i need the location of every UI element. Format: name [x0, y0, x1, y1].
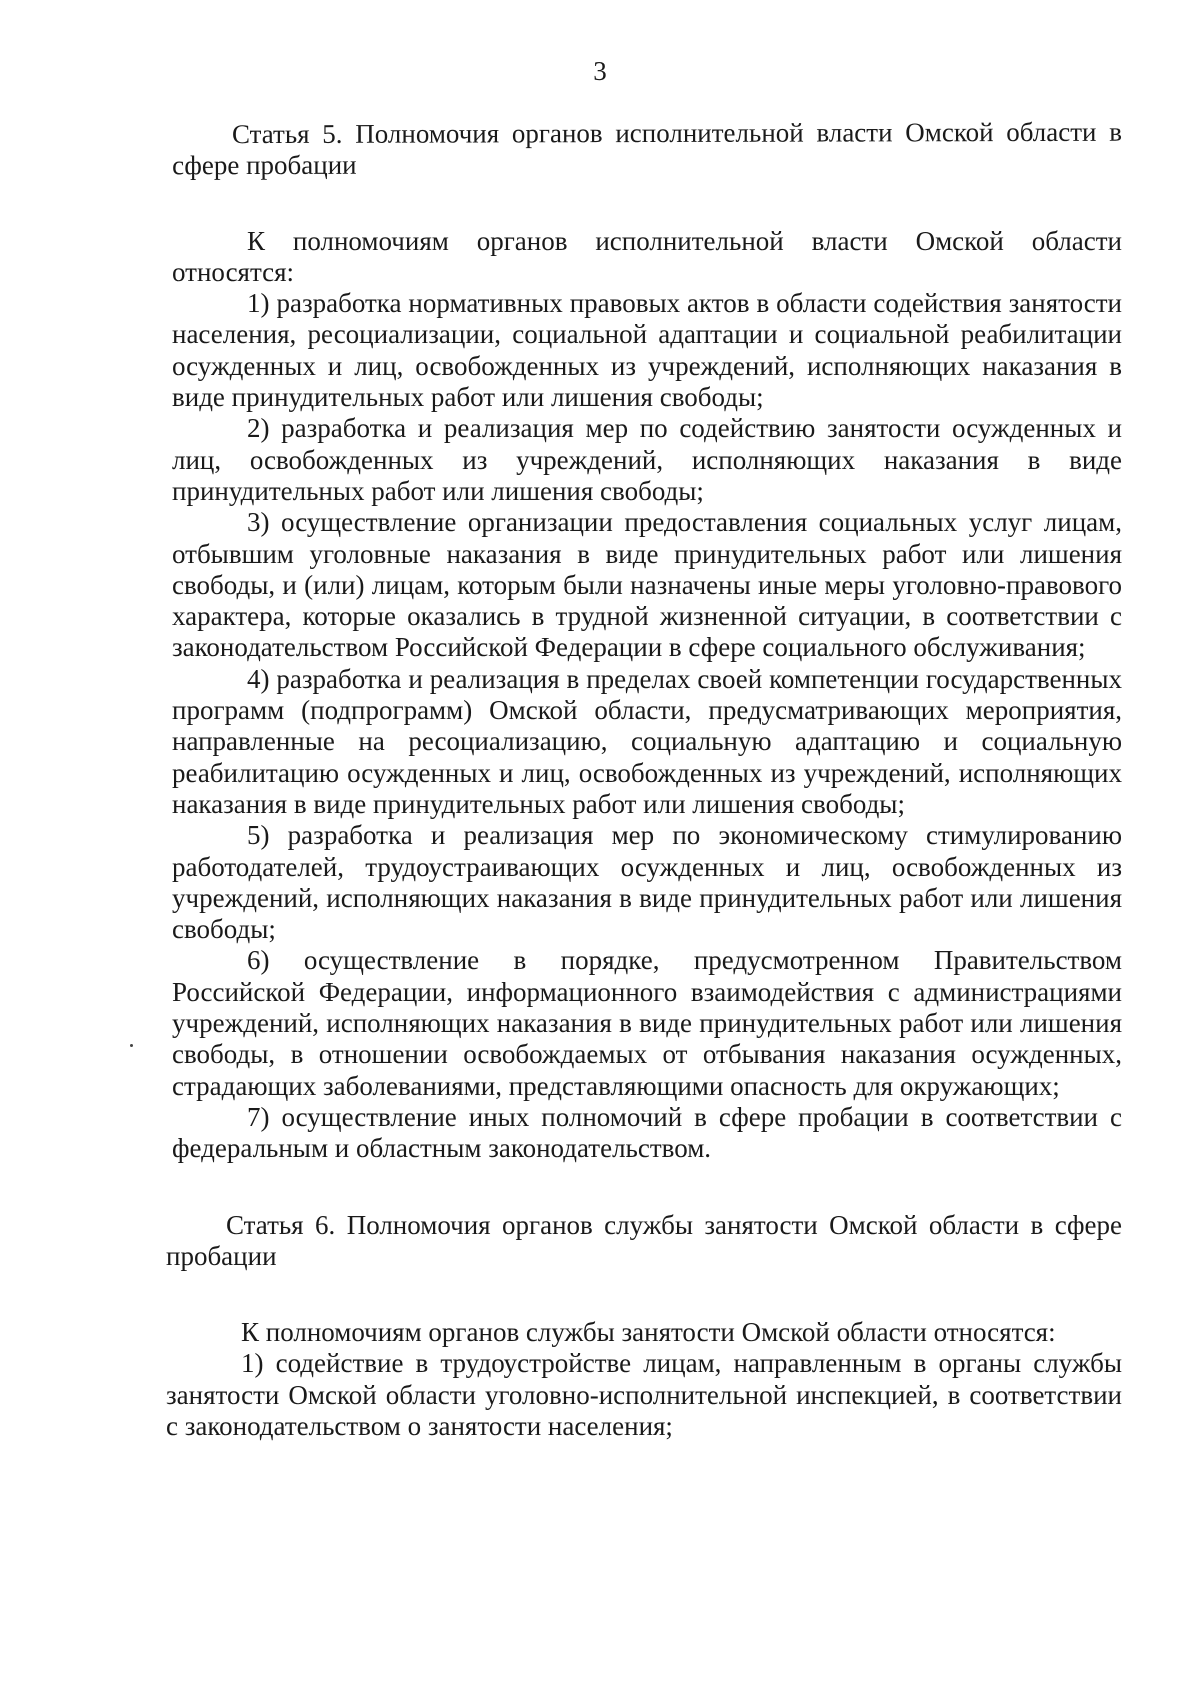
article-6-heading: Статья 6. Полномочия органов службы занятости Омской области в сфере пробации: [166, 1209, 1122, 1271]
article-5-item-5: 5) разработка и реализация мер по экономическому стимулированию работодателей, трудоустраивающих осужденных и лиц, освобожденных из учреждений, исполняющих наказания в виде принудительных работ или лишения свободы;: [172, 820, 1122, 945]
article-5-heading: Статья 5. Полномочия органов исполнительной власти Омской области в сфере пробации: [172, 116, 1122, 181]
article-5-item-3: 3) осуществление организации предоставления социальных услуг лицам, отбывшим уголовные наказания в виде принудительных работ или лишения свободы, и (или) лицам, которым были назначены иные меры уголовно-правового характера, которые оказались в трудной жизненной ситуации, в соответствии с законодательством Российской Федерации в сфере социального обслуживания;: [172, 507, 1122, 663]
document-body: [166, 116, 1122, 1442]
article-5-item-2: 2) разработка и реализация мер по содействию занятости осужденных и лиц, освобожденных из учреждений, исполняющих наказания в виде принудительных работ или лишения свободы;: [172, 413, 1122, 506]
article-6: [166, 1210, 1122, 1443]
scan-speck: [130, 1044, 133, 1047]
article-5-intro: К полномочиям органов исполнительной власти Омской области относятся:: [172, 225, 1122, 287]
article-5-item-6: 6) осуществление в порядке, предусмотренном Правительством Российской Федерации, информационного взаимодействия с администрациями учреждений, исполняющих наказания в виде принудительных работ или лишения свободы, в отношении освобождаемых от отбывания наказания осужденных, страдающих заболеваниями, представляющими опасность для окружающих;: [172, 945, 1122, 1101]
article-5-item-1: 1) разработка нормативных правовых актов в области содействия занятости населения, ресоциализации, социальной адаптации и социальной реабилитации осужденных и лиц, освобожденных из учреждений, исполняющих наказания в виде принудительных работ или лишения свободы;: [172, 288, 1122, 413]
article-6-intro: К полномочиям органов службы занятости Омской области относятся:: [241, 1317, 1056, 1348]
article-5: [172, 118, 1122, 1165]
page-number: 3: [593, 56, 607, 86]
article-6-item-1: 1) содействие в трудоустройстве лицам, направленным в органы службы занятости Омской области уголовно-исполнительной инспекцией, в соответствии с законодательством о занятости населения;: [166, 1348, 1122, 1441]
article-5-item-4: 4) разработка и реализация в пределах своей компетенции государственных программ (подпрограмм) Омской области, предусматривающих мероприятия, направленные на ресоциализацию, социальную адаптацию и социальную реабилитацию осужденных и лиц, освобожденных из учреждений, исполняющих наказания в виде принудительных работ или лишения свободы;: [172, 663, 1122, 819]
article-5-item-7: 7) осуществление иных полномочий в сфере пробации в соответствии с федеральным и областным законодательством.: [172, 1101, 1122, 1164]
